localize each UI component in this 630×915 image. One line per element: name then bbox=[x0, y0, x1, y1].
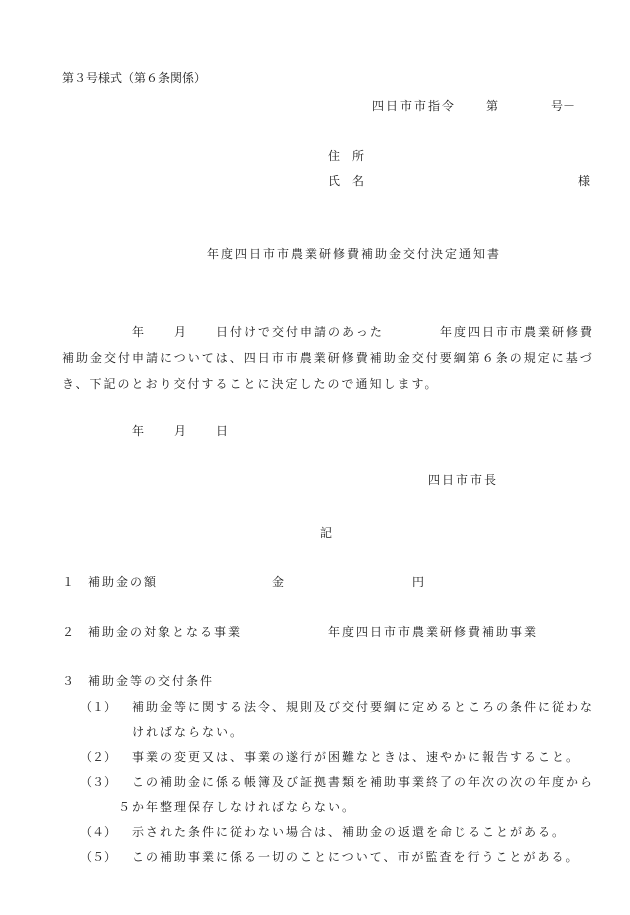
body-line3: き、下記のとおり交付することに決定したので通知します。 bbox=[62, 377, 439, 391]
condition-3-number: （３） bbox=[80, 775, 117, 789]
body-line1-a: 日付けで交付申請のあった bbox=[216, 325, 384, 339]
condition-5-number: （５） bbox=[80, 850, 117, 864]
condition-4-number: （４） bbox=[80, 825, 117, 839]
doc-issuer: 四日市市指令 bbox=[372, 99, 457, 113]
doc-number-dai: 第 bbox=[486, 99, 499, 113]
condition-1-text-cont: ければならない。 bbox=[132, 725, 245, 739]
condition-2-number: （２） bbox=[80, 750, 117, 764]
item1-label: 補助金の額 bbox=[88, 575, 159, 589]
mayor-signature: 四日市市長 bbox=[428, 473, 499, 487]
ki-heading: 記 bbox=[320, 526, 333, 540]
condition-5-text: この補助事業に係る一切のことについて、市が監査を行うことがある。 bbox=[132, 850, 580, 864]
page-title: 年度四日市市農業研修費補助金交付決定通知書 bbox=[207, 247, 502, 261]
body-line1-b: 年度四日市市農業研修費 bbox=[440, 325, 595, 339]
item2-label: 補助金の対象となる事業 bbox=[88, 625, 243, 639]
doc-number-go: 号－ bbox=[551, 99, 576, 113]
name-label: 氏 名 bbox=[328, 174, 365, 188]
item2-number: ２ bbox=[62, 625, 75, 639]
condition-1-text: 補助金等に関する法令、規則及び交付要綱に定めるところの条件に従わな bbox=[132, 700, 595, 714]
date-nen: 年 bbox=[132, 424, 145, 438]
item1-kin: 金 bbox=[272, 575, 285, 589]
body-gatsu: 月 bbox=[174, 325, 187, 339]
item3-number: ３ bbox=[62, 674, 75, 688]
item1-en: 円 bbox=[412, 575, 425, 589]
body-nen: 年 bbox=[132, 325, 145, 339]
honorific: 様 bbox=[578, 174, 591, 188]
condition-2-text: 事業の変更又は、事業の遂行が困難なときは、速やかに報告すること。 bbox=[132, 750, 581, 764]
condition-3-text: この補助金に係る帳簿及び証拠書類を補助事業終了の年次の次の年度から bbox=[132, 775, 595, 789]
form-number: 第３号様式（第６条関係） bbox=[62, 71, 207, 85]
date-gatsu: 月 bbox=[174, 424, 187, 438]
condition-3-text-cont: ５か年整理保存しなければならない。 bbox=[118, 800, 357, 814]
date-nichi: 日 bbox=[216, 424, 229, 438]
item1-number: １ bbox=[62, 575, 75, 589]
condition-4-text: 示された条件に従わない場合は、補助金の返還を命じることがある。 bbox=[132, 825, 567, 839]
item2-value: 年度四日市市農業研修費補助事業 bbox=[328, 625, 539, 639]
condition-1-number: （１） bbox=[80, 700, 117, 714]
item3-label: 補助金等の交付条件 bbox=[88, 674, 215, 688]
address-label: 住 所 bbox=[328, 149, 365, 163]
body-line2: 補助金交付申請については、四日市市農業研修費補助金交付要綱第６条の規定に基づ bbox=[62, 351, 594, 365]
